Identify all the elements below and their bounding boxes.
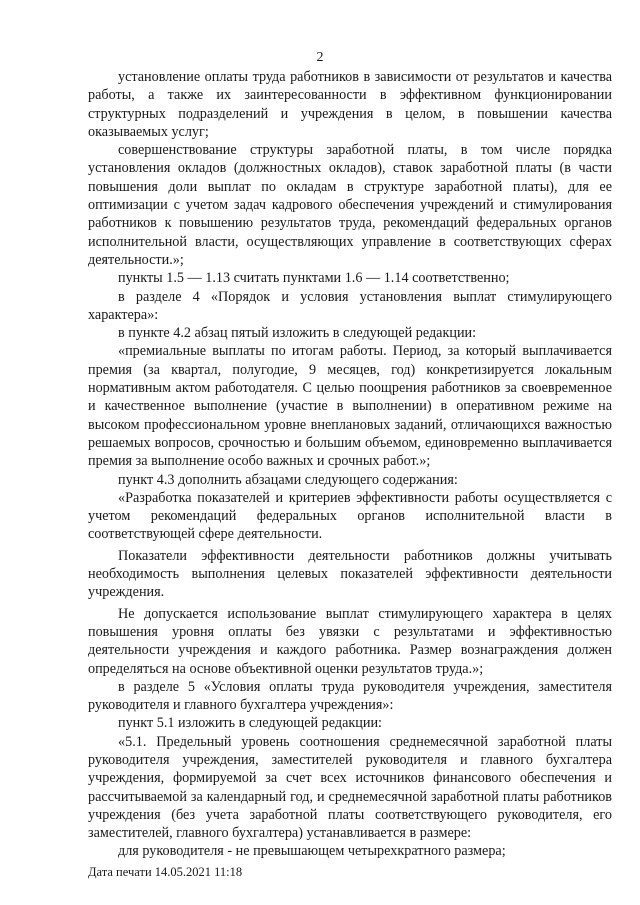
paragraph: «5.1. Предельный уровень соотношения среднемесячной заработной платы руководителя учреждения, заместителей руководителя и главного бухгалтера учреждения, формируемой за счет всех источников финансового обеспечения и рассчитываемой за календарный год, и среднемесячной заработной платы работников учреждения (без учета заработной платы соответствующего руководителя, его заместителей, главного бухгалтера) устанавливается в размере: (88, 733, 612, 842)
paragraph: Не допускается использование выплат стимулирующего характера в целях повышения уровня оплаты без увязки с результатами и эффективностью деятельности учреждения и каждого работника. Размер вознаграждения должен определяться на основе объективной оценки результатов труда.»; (88, 605, 612, 677)
paragraph: «премиальные выплаты по итогам работы. Период, за который выплачивается премия (за квартал, полугодие, 9 месяцев, год) конкретизируется локальным нормативным актом работодателя. С целью поощрения работников за своевременное и качественное выполнение (участие в выполнении) в оперативном режиме на высоком профессиональном уровне внеплановых заданий, отличающихся важностью решаемых вопросов, срочностью и большим объемом, единовременно выплачивается премия за выполнение особо важных и срочных работ.»; (88, 343, 612, 470)
paragraph: «Разработка показателей и критериев эффективности работы осуществляется с учетом рекомендаций федеральных органов исполнительной власти в соответствующей сфере деятельности. (88, 489, 612, 543)
document-body (88, 68, 612, 861)
paragraph: в пункте 4.2 абзац пятый изложить в следующей редакции: (118, 325, 477, 342)
print-date-footer: Дата печати 14.05.2021 11:18 (88, 865, 243, 879)
paragraph: пункт 4.3 дополнить абзацами следующего содержания: (118, 471, 458, 488)
paragraph: пункты 1.5 — 1.13 считать пунктами 1.6 — 1.14 соответственно; (118, 270, 510, 287)
paragraph: пункт 5.1 изложить в следующей редакции: (118, 715, 382, 732)
page-number: 2 (316, 50, 324, 65)
paragraph: совершенствование структуры заработной платы, в том числе порядка установления окладов (должностных окладов), ставок заработной платы (в части повышения доли выплат по окладам в структуре заработной платы), для ее оптимизации с учетом задач кадрового обеспечения учреждений и стимулирования работников к повышению результатов труда, рекомендаций федеральных органов исполнительной власти, осуществляющих управление в соответствующих сферах деятельности.»; (88, 142, 612, 268)
paragraph: для руководителя - не превышающем четырехкратного размера; (118, 843, 506, 860)
paragraph: Показатели эффективности деятельности работников должны учитывать необходимость выполнения целевых показателей эффективности деятельности учреждения. (88, 547, 612, 601)
paragraph: установление оплаты труда работников в зависимости от результатов и качества работы, а также их заинтересованности в эффективном функционировании структурных подразделений и учреждения в целом, в повышении качества оказываемых услуг; (88, 69, 612, 140)
paragraph: в разделе 5 «Условия оплаты труда руководителя учреждения, заместителя руководителя и главного бухгалтера учреждения»: (88, 678, 612, 714)
paragraph: в разделе 4 «Порядок и условия установления выплат стимулирующего характера»: (88, 288, 612, 323)
